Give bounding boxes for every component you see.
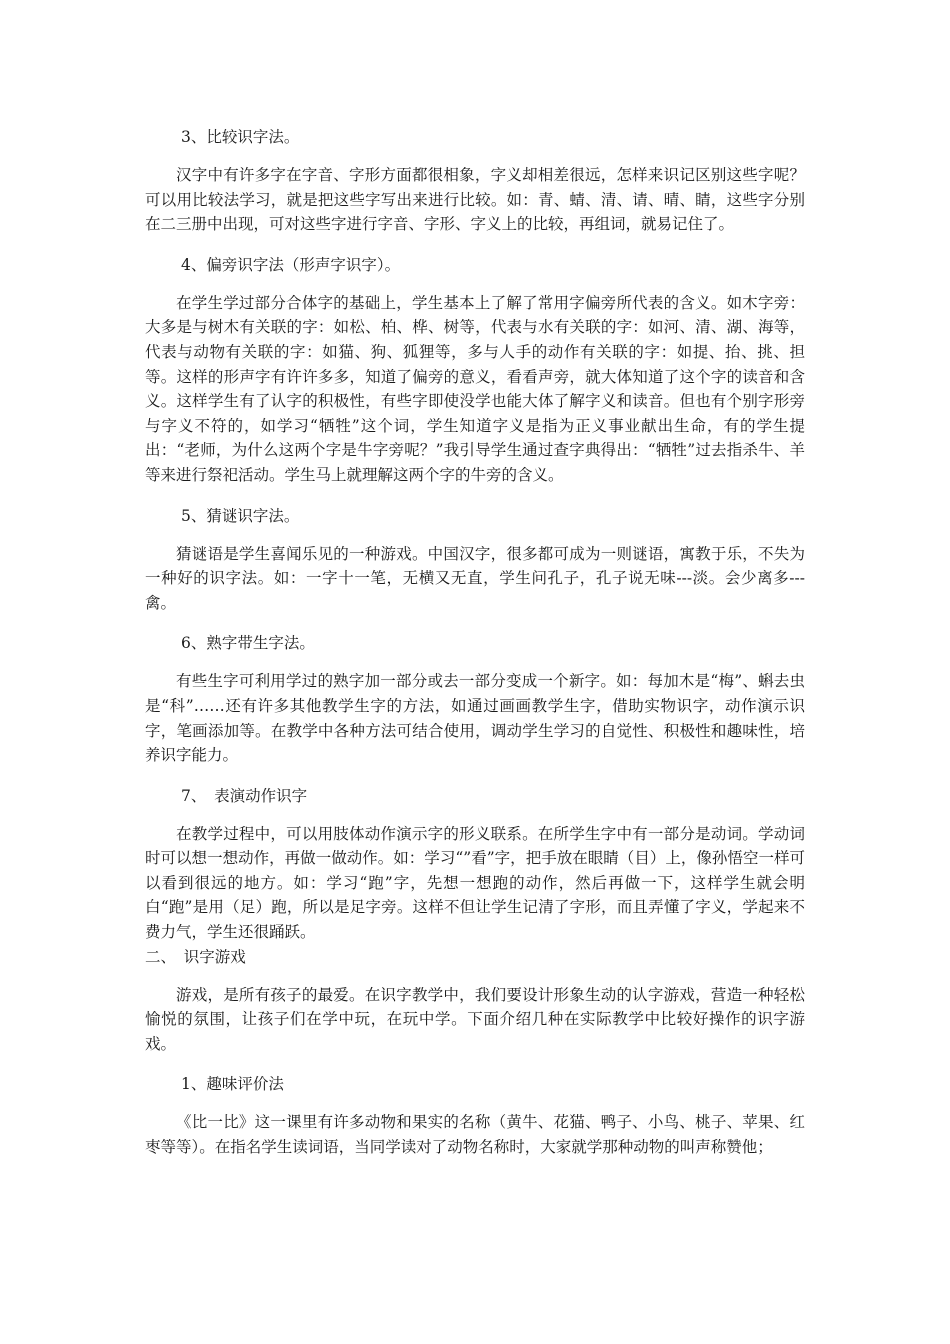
- heading-1-evaluation: 1、趣味评价法: [181, 1075, 284, 1094]
- heading-7-action: 7、 表演动作识字: [181, 786, 308, 805]
- heading-3-compare: 3、比较识字法。: [181, 128, 300, 146]
- heading-4-radical: 4、偏旁识字法（形声字识字）。: [181, 255, 401, 274]
- section-heading-games: 二、 识字游戏: [145, 947, 246, 966]
- paragraph-radical: 在学生学过部分合体字的基础上，学生基本上了解了常用字偏旁所代表的含义。如木字旁：大多是与树木有关联的字：如松、柏、桦、树等，代表与水有关联的字：如河、清、湖、海等，代表与动物有关联的字：如猫、狗、狐狸等，多与人手的动作有关联的字：如提、抬、挑、担等。这样的形声字有许许多多，知道了偏旁的意义，看看声旁，就大体知道了这个字的读音和含义。这样学生有了认字的积极性，有些字即使没学也能大体了解字义和读音。但也有个别字形旁与字义不符的，如学习“牺牲”这个词，学生知道字义是指为正义事业献出生命，有的学生提出：“老师，为什么这两个字是牛字旁呢？”我引导学生通过查字典得出：“牺牲”过去指杀牛、羊等来进行祭祀活动。学生马上就理解这两个字的牛旁的含义。: [145, 293, 805, 484]
- paragraph-riddle: 猜谜语是学生喜闻乐见的一种游戏。中国汉字，很多都可成为一则谜语，寓教于乐，不失为一种好的识字法。如：一字十一笔，无横又无直，学生问孔子，孔子说无味---淡。会少离多---禽。: [145, 544, 805, 612]
- paragraph-games: 游戏，是所有孩子的最爱。在识字教学中，我们要设计形象生动的认字游戏，营造一种轻松愉悦的氛围，让孩子们在学中玩，在玩中学。下面介绍几种在实际教学中比较好操作的识字游戏。: [145, 985, 805, 1053]
- paragraph-familiar: 有些生字可利用学过的熟字加一部分或去一部分变成一个新字。如：每加木是“梅”、蝌去虫是“科”……还有许多其他教学生字的方法，如通过画画教学生字，借助实物识字，动作演示识字，笔画添加等。在教学中各种方法可结合使用，调动学生学习的自觉性、积极性和趣味性，培养识字能力。: [145, 672, 805, 765]
- paragraph-evaluation: 《比一比》这一课里有许多动物和果实的名称（黄牛、花猫、鸭子、小鸟、桃子、苹果、红枣等等）。在指名学生读词语，当同学读对了动物名称时，大家就学那种动物的叫声称赞他；: [145, 1113, 805, 1157]
- heading-5-riddle: 5、猜谜识字法。: [181, 506, 300, 525]
- paragraph-action: 在教学过程中，可以用肢体动作演示字的形义联系。在所学生字中有一部分是动词。学动词时可以想一想动作，再做一做动作。如：学习“”看”字，把手放在眼睛（目）上，像孙悟空一样可以看到很远的地方。如：学习“跑”字，先想一想跑的动作，然后再做一下，这样学生就会明白“跑”是用（足）跑，所以是足字旁。这样不但让学生记清了字形，而且弄懂了字义，学起来不费力气，学生还很踊跃。: [145, 824, 805, 942]
- document-body: [145, 125, 805, 1160]
- heading-6-familiar: 6、熟字带生字法。: [181, 634, 315, 653]
- paragraph-compare: 汉字中有许多字在字音、字形方面都很相象，字义却相差很远，怎样来识记区别这些字呢？可以用比较法学习，就是把这些字写出来进行比较。如：青、蜻、清、请、晴、睛，这些字分别在二三册中出现，可对这些字进行字音、字形、字义上的比较，再组词，就易记住了。: [145, 166, 805, 234]
